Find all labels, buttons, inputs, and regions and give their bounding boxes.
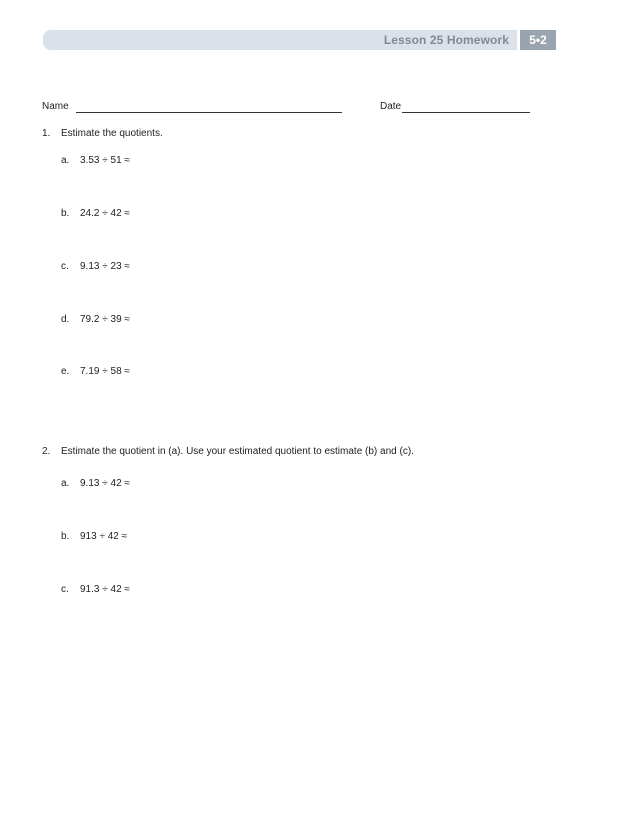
problem-2-prompt: Estimate the quotient in (a). Use your estimated quotient to estimate (b) and (c). <box>61 446 414 457</box>
problem-1-number: 1. <box>42 128 51 139</box>
name-field[interactable] <box>76 112 342 113</box>
module-badge: 5•2 <box>520 30 556 50</box>
lesson-title: Lesson 25 Homework <box>383 33 509 47</box>
problem-2b-expression: 913 ÷ 42 ≈ <box>80 531 128 542</box>
problem-2a-letter: a. <box>61 478 70 489</box>
problem-1a-expression: 3.53 ÷ 51 ≈ <box>80 155 130 166</box>
problem-1a-letter: a. <box>61 155 70 166</box>
problem-1c-expression: 9.13 ÷ 23 ≈ <box>80 261 130 272</box>
problem-2c-expression: 91.3 ÷ 42 ≈ <box>80 584 130 595</box>
header-banner <box>43 30 517 50</box>
problem-2-number: 2. <box>42 446 51 457</box>
problem-2a-expression: 9.13 ÷ 42 ≈ <box>80 478 130 489</box>
problem-1b-letter: b. <box>61 208 70 219</box>
problem-1e-expression: 7.19 ÷ 58 ≈ <box>80 366 130 377</box>
problem-2b-letter: b. <box>61 531 70 542</box>
problem-1-prompt: Estimate the quotients. <box>61 128 163 139</box>
date-field[interactable] <box>402 112 530 113</box>
problem-1b-expression: 24.2 ÷ 42 ≈ <box>80 208 130 219</box>
name-label: Name <box>42 101 69 112</box>
problem-1d-expression: 79.2 ÷ 39 ≈ <box>80 314 130 325</box>
problem-2c-letter: c. <box>61 584 69 595</box>
problem-1c-letter: c. <box>61 261 69 272</box>
problem-1e-letter: e. <box>61 366 70 377</box>
problem-1d-letter: d. <box>61 314 70 325</box>
date-label: Date <box>380 101 402 112</box>
